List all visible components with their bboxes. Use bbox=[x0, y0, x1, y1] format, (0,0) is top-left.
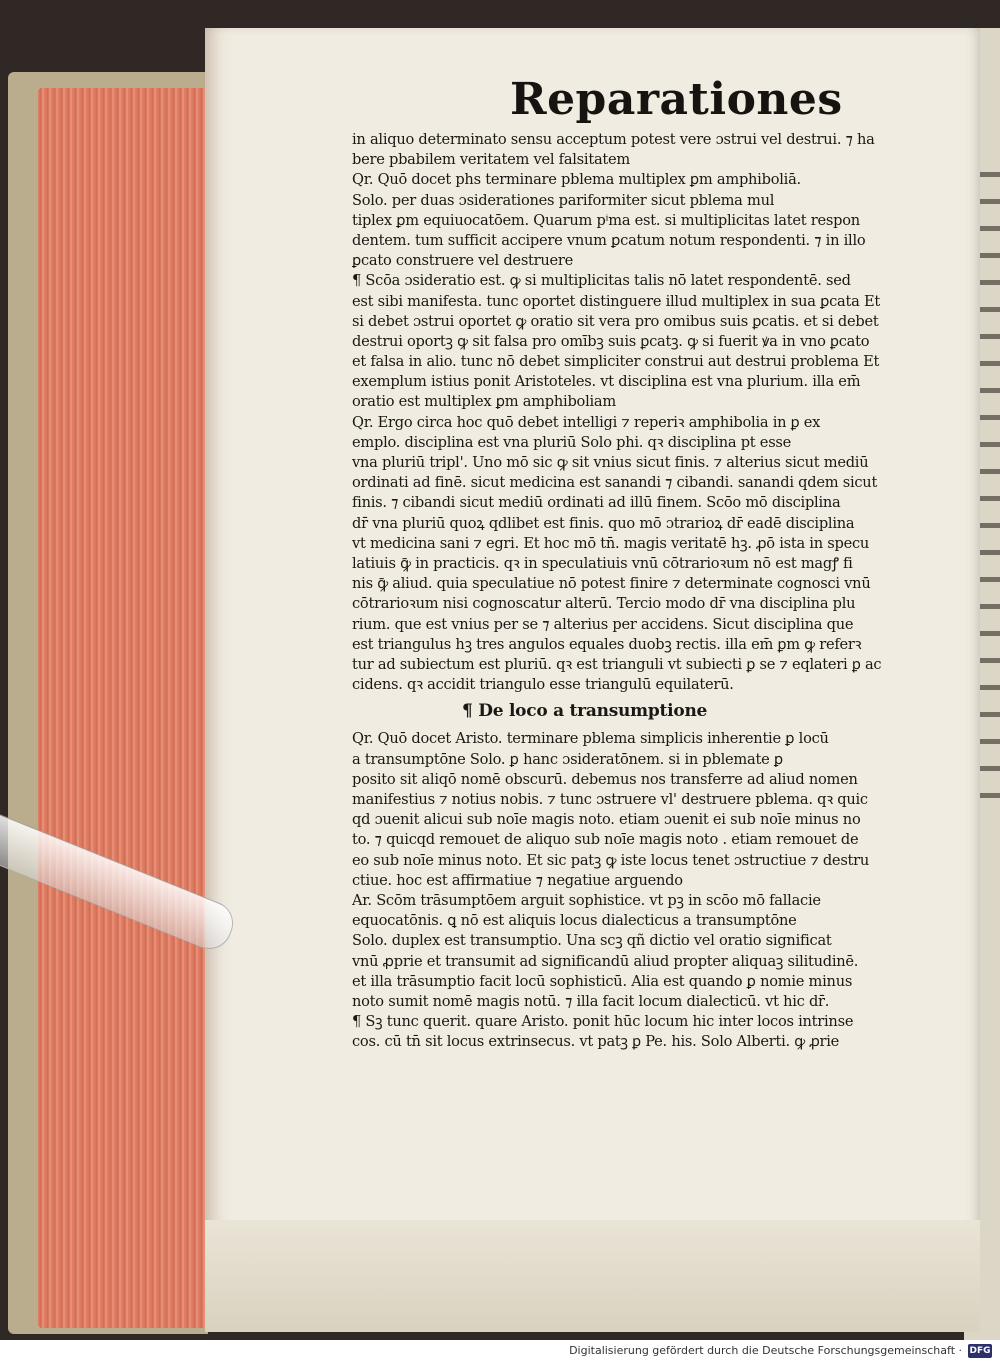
paragraph bbox=[352, 729, 912, 891]
text-line: a transumptōne Solo. ꝑ hanc ɔsideratōnem. si in pblemate ꝑ bbox=[352, 750, 783, 768]
paragraph bbox=[352, 130, 912, 170]
text-line: destrui oportꝫ ꝙ sit falsa pro omībꝫ suis ꝑcatꝫ. ꝙ si fuerit ꝟa in vno ꝑcato bbox=[352, 332, 870, 350]
text-line: rium. que est vnius per se ⁊ alterius per accidens. Sicut disciplina que bbox=[352, 615, 854, 633]
text-line: tur ad subiectum est pluriū. qꝛ est trianguli vt subiecti ꝑ se ⁊ eqlateri ꝑ ac bbox=[352, 655, 882, 673]
paragraph bbox=[352, 413, 912, 696]
text-line: vnū ꝓprie et transumit ad significandū aliud propter aliquaꝫ silitudinē. bbox=[352, 952, 859, 970]
text-line: Ar. Scōm trāsumptōem arguit sophistice. vt pꝫ in scōo mō fallacie bbox=[352, 891, 821, 909]
text-line: noto sumit nomē magis notū. ⁊ illa facit locum dialecticū. vt hic dr̄. bbox=[352, 992, 830, 1010]
text-line: latiuis ꝙ̄ in practicis. qꝛ in speculatiuis vnū cōtrarioꝛum nō est magꝭ fi bbox=[352, 554, 853, 572]
text-line: dr̄ vna pluriū quoꝝ qdlibet est finis. quo mō ɔtrarioꝝ dr̄ eadē disciplina bbox=[352, 514, 855, 532]
text-line: Qr. Quō docet Aristo. terminare pblema simplicis inherentie ꝑ locū bbox=[352, 730, 829, 748]
text-line: manifestius ⁊ notius nobis. ⁊ tunc ɔstruere vl' destruere pblema. qꝛ quic bbox=[352, 791, 868, 808]
paragraph bbox=[352, 271, 912, 412]
page-lower-margin bbox=[205, 1220, 980, 1332]
text-line: tiplex ꝑm equiuocatōem. Quarum pⁱma est. si multiplicitas latet respon bbox=[352, 211, 860, 229]
text-line: ¶ Scōa ɔsideratio est. ꝙ si multiplicitas talis nō latet respondentē. sed bbox=[352, 272, 851, 290]
footer-bar bbox=[0, 1340, 1000, 1361]
text-line: Solo. duplex est transumptio. Una scꝫ qñ dictio vel oratio significat bbox=[352, 932, 832, 950]
page-text bbox=[352, 130, 912, 1052]
text-line: Qr. Quō docet phs terminare pblema multiplex ꝑm amphiboliā. bbox=[352, 171, 801, 189]
text-line: cōtrarioꝛum nisi cognoscatur alterū. Tercio modo dr̄ vna disciplina plu bbox=[352, 595, 856, 613]
text-line: si debet ɔstrui oportet ꝙ oratio sit vera pro omibus suis ꝑcatis. et si debet bbox=[352, 312, 879, 330]
text-line: qd ɔuenit alicui sub noīe magis noto. etiam ɔuenit ei sub noīe minus no bbox=[352, 811, 861, 829]
facing-page-text-strip bbox=[978, 150, 1000, 810]
dfg-logo: DFG bbox=[969, 1345, 991, 1356]
text-line: cos. cū tn̄ sit locus extrinsecus. vt patꝫ ꝑ Pe. his. Solo Alberti. ꝙ ꝓrie bbox=[352, 1033, 840, 1051]
text-line: ctiue. hoc est affirmatiue ⁊ negatiue arguendo bbox=[352, 871, 683, 889]
paragraph bbox=[352, 170, 912, 271]
text-line: Solo. per duas ɔsiderationes pariformiter sicut pblema mul bbox=[352, 191, 775, 209]
text-line: nis ꝙ̄ aliud. quia speculatiue nō potest finire ⁊ determinate cognosci vnū bbox=[352, 575, 871, 593]
text-line: et illa trāsumptio facit locū sophisticū. Alia est quando ꝑ nomie minus bbox=[352, 972, 853, 990]
text-line: to. ⁊ quicqd remouet de aliquo sub noīe magis noto . etiam remouet de bbox=[352, 831, 859, 849]
red-page-edges bbox=[38, 88, 228, 1328]
text-line: est sibi manifesta. tunc oportet distinguere illud multiplex in sua ꝑcata Et bbox=[352, 292, 880, 310]
text-line: dentem. tum sufficit accipere vnum ꝑcatum notum respondenti. ⁊ in illo bbox=[352, 231, 866, 249]
footer-credit: Digitalisierung gefördert durch die Deutsche Forschungsgemeinschaft · bbox=[569, 1344, 962, 1357]
section-subheading: ¶ De loco a transumptione bbox=[462, 701, 708, 722]
text-line: finis. ⁊ cibandi sicut mediū ordinati ad illū finem. Scōo mō disciplina bbox=[352, 494, 841, 512]
text-line: vna pluriū tripl'. Uno mō sic ꝙ sit vnius sicut finis. ⁊ alterius sicut mediū bbox=[352, 454, 869, 471]
text-line: bere pbabilem veritatem vel falsitatem bbox=[352, 151, 630, 169]
text-line: oratio est multiplex ꝑm amphiboliam bbox=[352, 393, 616, 411]
text-line: eo sub noīe minus noto. Et sic patꝫ ꝙ iste locus tenet ɔstructiue ⁊ destru bbox=[352, 851, 870, 869]
text-line: est triangulus hꝫ tres angulos equales duobꝫ rectis. illa em̄ ꝑm ꝙ referꝛ bbox=[352, 635, 862, 653]
text-line: ordinati ad finē. sicut medicina est sanandi ⁊ cibandi. sanandi qdem sicut bbox=[352, 474, 878, 492]
text-line: posito sit aliqō nomē obscurū. debemus nos transferre ad aliud nomen bbox=[352, 770, 858, 788]
text-line: exemplum istius ponit Aristoteles. vt disciplina est vna plurium. illa em̄ bbox=[352, 373, 861, 391]
text-line: et falsa in alio. tunc nō debet simpliciter construi aut destrui problema Et bbox=[352, 353, 880, 371]
text-line: vt medicina sani ⁊ egri. Et hoc mō tn̄. magis veritatē hꝫ. ꝓō ista in specu bbox=[352, 534, 870, 552]
text-line: ꝑcato construere vel destruere bbox=[352, 252, 574, 270]
text-line: cidens. qꝛ accidit triangulo esse triangulū equilaterū. bbox=[352, 676, 734, 694]
text-line: ¶ Sꝫ tunc querit. quare Aristo. ponit hūc locum hic inter locos intrinse bbox=[352, 1013, 854, 1031]
running-heading: Reparationes bbox=[510, 74, 843, 125]
text-line: in aliquo determinato sensu acceptum potest vere ɔstrui vel destrui. ⁊ ha bbox=[352, 131, 875, 148]
text-line: emplo. disciplina est vna pluriū Solo phi. qꝛ disciplina pt esse bbox=[352, 433, 792, 451]
paragraph bbox=[352, 891, 912, 1012]
paragraph bbox=[352, 1012, 912, 1052]
text-line: Qr. Ergo circa hoc quō debet intelligi ⁊ reperiꝛ amphibolia in ꝑ ex bbox=[352, 413, 821, 431]
text-line: equocatōnis. ꝗ nō est aliquis locus dialecticus a transumptōne bbox=[352, 912, 797, 930]
